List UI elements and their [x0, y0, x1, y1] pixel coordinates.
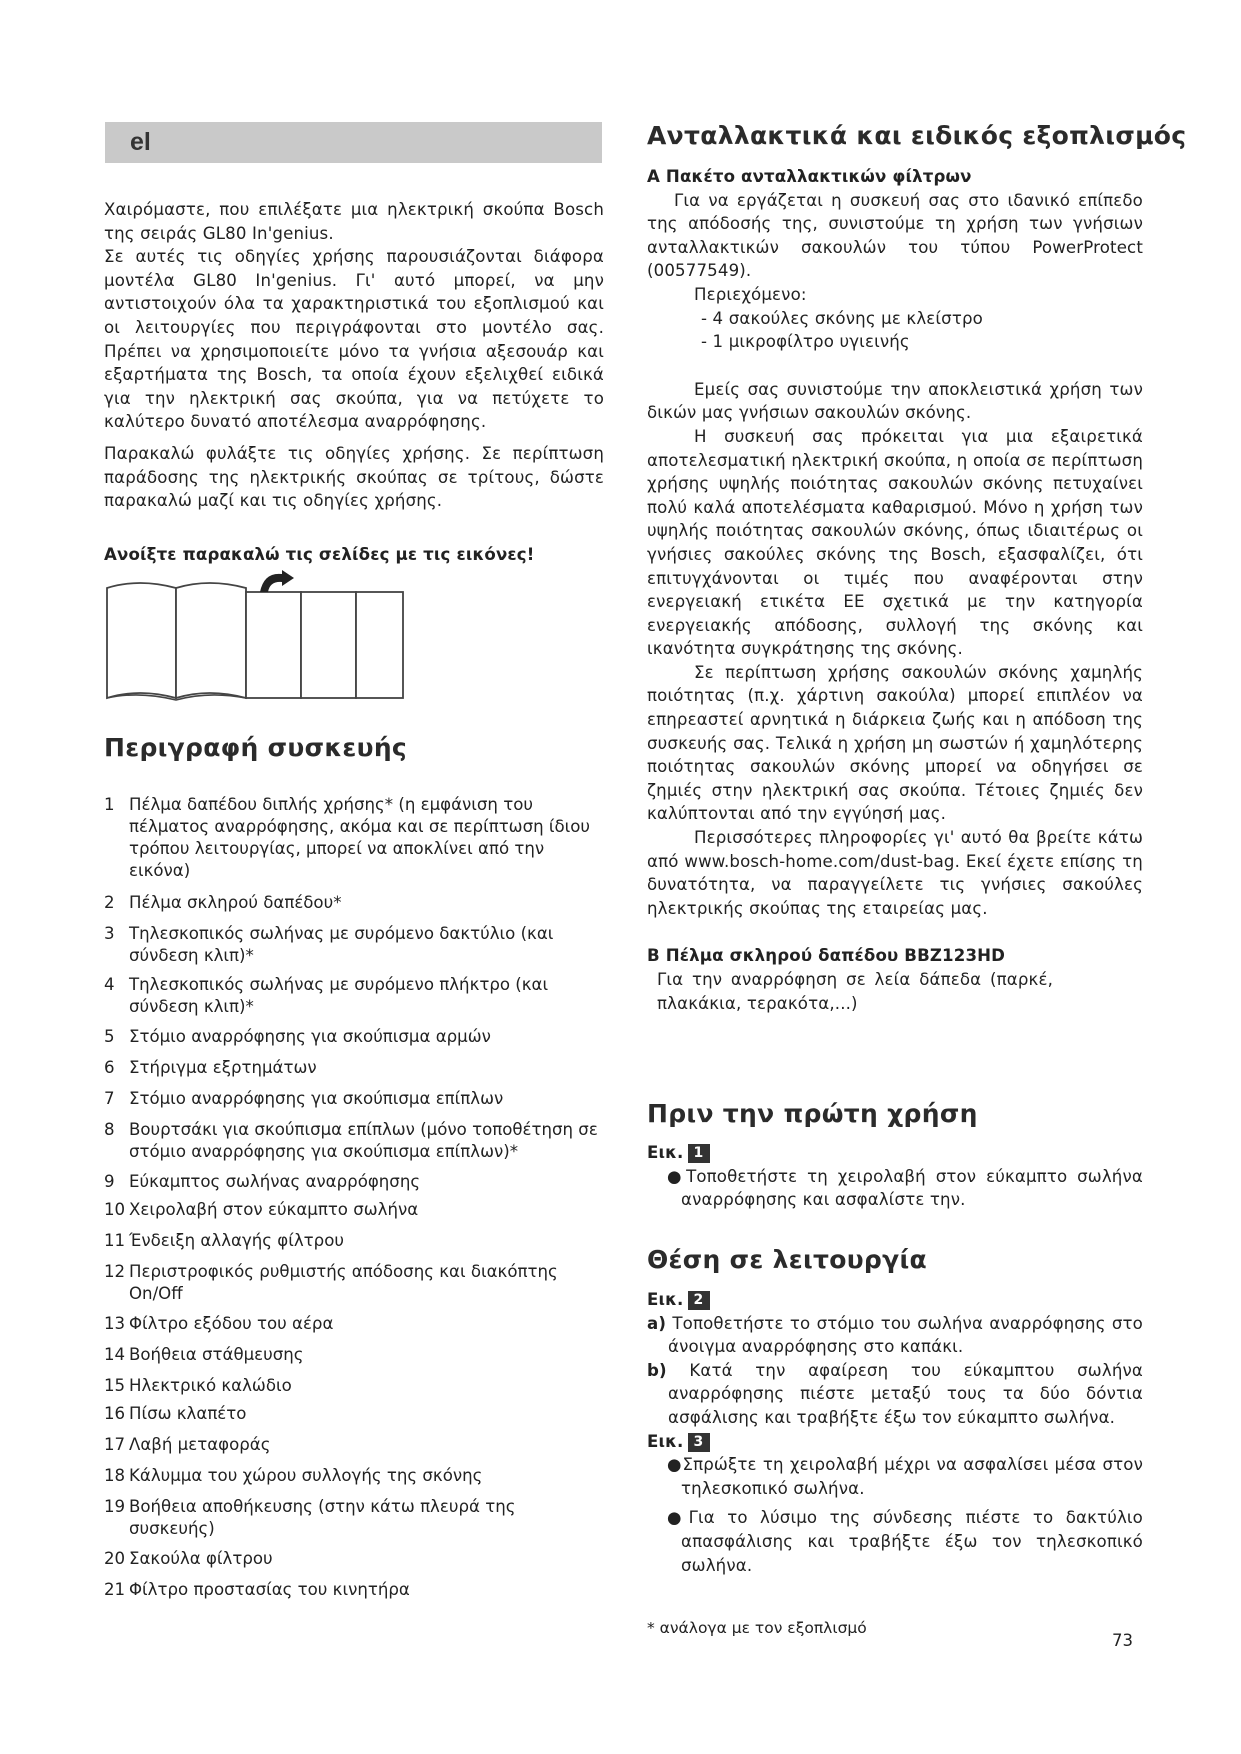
- operation-step: ●Για το λύσιμο της σύνδεσης πιέστε το δακτύλιο απασφάλισης και τραβήξτε έξω τον τηλεσκοπικό σωλήνα.: [667, 1508, 1143, 1575]
- book-left-page: [107, 583, 176, 698]
- operation-heading: Θέση σε λειτουργία: [647, 1245, 927, 1274]
- accessories-heading: Ανταλλακτικά και ειδικός εξοπλισμός: [647, 121, 1187, 150]
- fold-out-pages-illustration: [104, 570, 409, 705]
- page-number: 73: [1112, 1631, 1133, 1650]
- contents-item: - 4 σακούλες σκόνης με κλείστρο: [701, 308, 983, 328]
- figure-badge: 3: [688, 1433, 710, 1452]
- book-right-page: [176, 583, 246, 698]
- figure-badge: 1: [688, 1144, 710, 1163]
- filter-pack-title: A Πακέτο ανταλλακτικών φίλτρων: [647, 167, 972, 186]
- language-code: el: [130, 128, 151, 156]
- figure-label: Εικ.: [647, 1143, 684, 1162]
- bag-quality-paragraph: Η συσκευή σας πρόκειται για μια εξαιρετικά αποτελεσματική ηλεκτρική σκούπα, η οποία σε περίπτωση χρήσης υψηλής ποιότητας σακουλών σκόνης πετυχαίνει πολύ καλά αποτελέσματα καθαρισμού. Μόνο η χρήση των υψηλής ποιότητας σακουλών σκόνης, όπως ιδιαιτέρως οι γνήσιες σακούλες σκόνης της Bosch, εξασφαλίζει, ότι επιτυγχάνονται οι τιμές που αναφέρονται στην ενεργειακή ετικέτα ΕΕ σχετικά με την κατηγορία ενεργειακής απόδοσης, συλλογή της σκόνης και ικανότητα συγκράτησης της σκόνης.: [647, 426, 1143, 659]
- fold-page-2: [301, 592, 356, 698]
- first-use-section: [647, 1141, 1143, 1212]
- accessories-section: [647, 165, 1143, 1015]
- fold-page-1: [246, 592, 301, 698]
- figure-label: Εικ.: [647, 1431, 684, 1451]
- figure-badge: 2: [688, 1291, 710, 1310]
- language-tab: [105, 122, 602, 163]
- description-heading: Περιγραφή συσκευής: [104, 733, 408, 762]
- step-a: a) Τοποθετήστε το στόμιο του σωλήνα αναρρόφησης στο άνοιγμα αναρρόφησης στο καπάκι.: [647, 1313, 1143, 1357]
- original-bags-recommendation: Εμείς σας συνιστούμε την αποκλειστικά χρήση των δικών μας γνήσιων σακουλών σκόνης.: [647, 379, 1143, 423]
- filter-pack-intro: Για να εργάζεται η συσκευή σας στο ιδανικό επίπεδο της απόδοσής της, συνιστούμε τη χρήση των γνήσιων ανταλλακτικών σακουλών του τύπου PowerProtect (00577549).: [647, 190, 1143, 281]
- operation-section: [647, 1288, 1143, 1577]
- figure-label: Εικ.: [647, 1290, 684, 1309]
- dust-bag-link[interactable]: www.bosch-home.com/dust-bag: [684, 851, 955, 871]
- low-quality-bags-paragraph: Σε περίπτωση χρήσης σακουλών σκόνης χαμηλής ποιότητας (π.χ. χάρτινη σακούλα) μπορεί επιπλέον να επηρεαστεί αρνητικά η διάρκεια ζωής και η απόδοση της συσκευής σας. Τελικά η χρήση μη σωστών ή χαμηλότερης ποιότητας σακουλών σκόνης μπορεί να οδηγήσει σε ζημιές στην ηλεκτρική σας σκούπα. Τέτοιες ζημιές δεν καλύπτονται από την εγγύησή μας.: [647, 662, 1143, 824]
- contents-item: - 1 μικροφίλτρο υγιεινής: [701, 332, 910, 352]
- more-info-paragraph: Περισσότερες πληροφορίες γι' αυτό θα βρείτε κάτω από www.bosch-home.com/dust-bag. Εκεί έχετε επίσης τη δυνατότητα, να παραγγείλετε τις γνήσιες σακούλες ηλεκτρικής σκούπας της εταιρείας μας.: [647, 828, 1143, 918]
- first-use-heading: Πριν την πρώτη χρήση: [647, 1099, 978, 1128]
- intro-section: [104, 198, 604, 566]
- intro-paragraph-2: Σε αυτές τις οδηγίες χρήσης παρουσιάζονται διάφορα μοντέλα GL80 In'genius. Γι' αυτό μπορεί, να μην αντιστοιχούν όλα τα χαρακτηριστικά του εξοπλισμού και οι λειτουργίες που περιγράφονται στο μοντέλο σας. Πρέπει να χρησιμοποιείτε μόνο τα γνήσια αξεσουάρ και εξαρτήματα της Bosch, τα οποία έχουν εξελιχθεί ειδικά για την ηλεκτρική σας σκούπα, για να πετύχετε το καλύτερο δυνατό αποτέλεσμα αναρρόφησης.: [104, 247, 604, 432]
- fold-page-3: [356, 592, 403, 698]
- contents-label: Περιεχόμενο:: [694, 284, 807, 304]
- hard-floor-nozzle-text: Για την αναρρόφηση σε λεία δάπεδα (παρκέ, πλακάκια, τερακότα,...): [657, 970, 1053, 1013]
- intro-paragraph-3: Παρακαλώ φυλάξτε τις οδηγίες χρήσης. Σε περίπτωση παράδοσης της ηλεκτρικής σκούπας σε τρίτους, δώστε παρακαλώ μαζί και τις οδηγίες χρήσης.: [104, 443, 604, 511]
- intro-paragraph-1: Χαιρόμαστε, που επιλέξατε μια ηλεκτρική σκούπα Bosch της σειράς GL80 In'genius.: [104, 200, 604, 243]
- hard-floor-nozzle-title: B Πέλμα σκληρού δαπέδου BBZ123HD: [647, 946, 1006, 966]
- unfold-arrow-icon: [260, 570, 294, 592]
- operation-step: ●Σπρώξτε τη χειρολαβή μέχρι να ασφαλίσει μέσα στον τηλεσκοπικό σωλήνα.: [667, 1455, 1143, 1498]
- step-b: b) Κατά την αφαίρεση του εύκαμπτου σωλήνα αναρρόφησης πιέστε μεταξύ τους τα δύο δόντια ασφάλισης και τραβήξτε έξω τον εύκαμπτο σωλήνα.: [647, 1360, 1143, 1427]
- first-use-step: ●Τοποθετήστε τη χειρολαβή στον εύκαμπτο σωλήνα αναρρόφησης και ασφαλίστε την.: [667, 1166, 1143, 1210]
- fold-out-note: Ανοίξτε παρακαλώ τις σελίδες με τις εικόνες!: [104, 544, 535, 564]
- footnote: * ανάλογα με τον εξοπλισμό: [647, 1619, 867, 1637]
